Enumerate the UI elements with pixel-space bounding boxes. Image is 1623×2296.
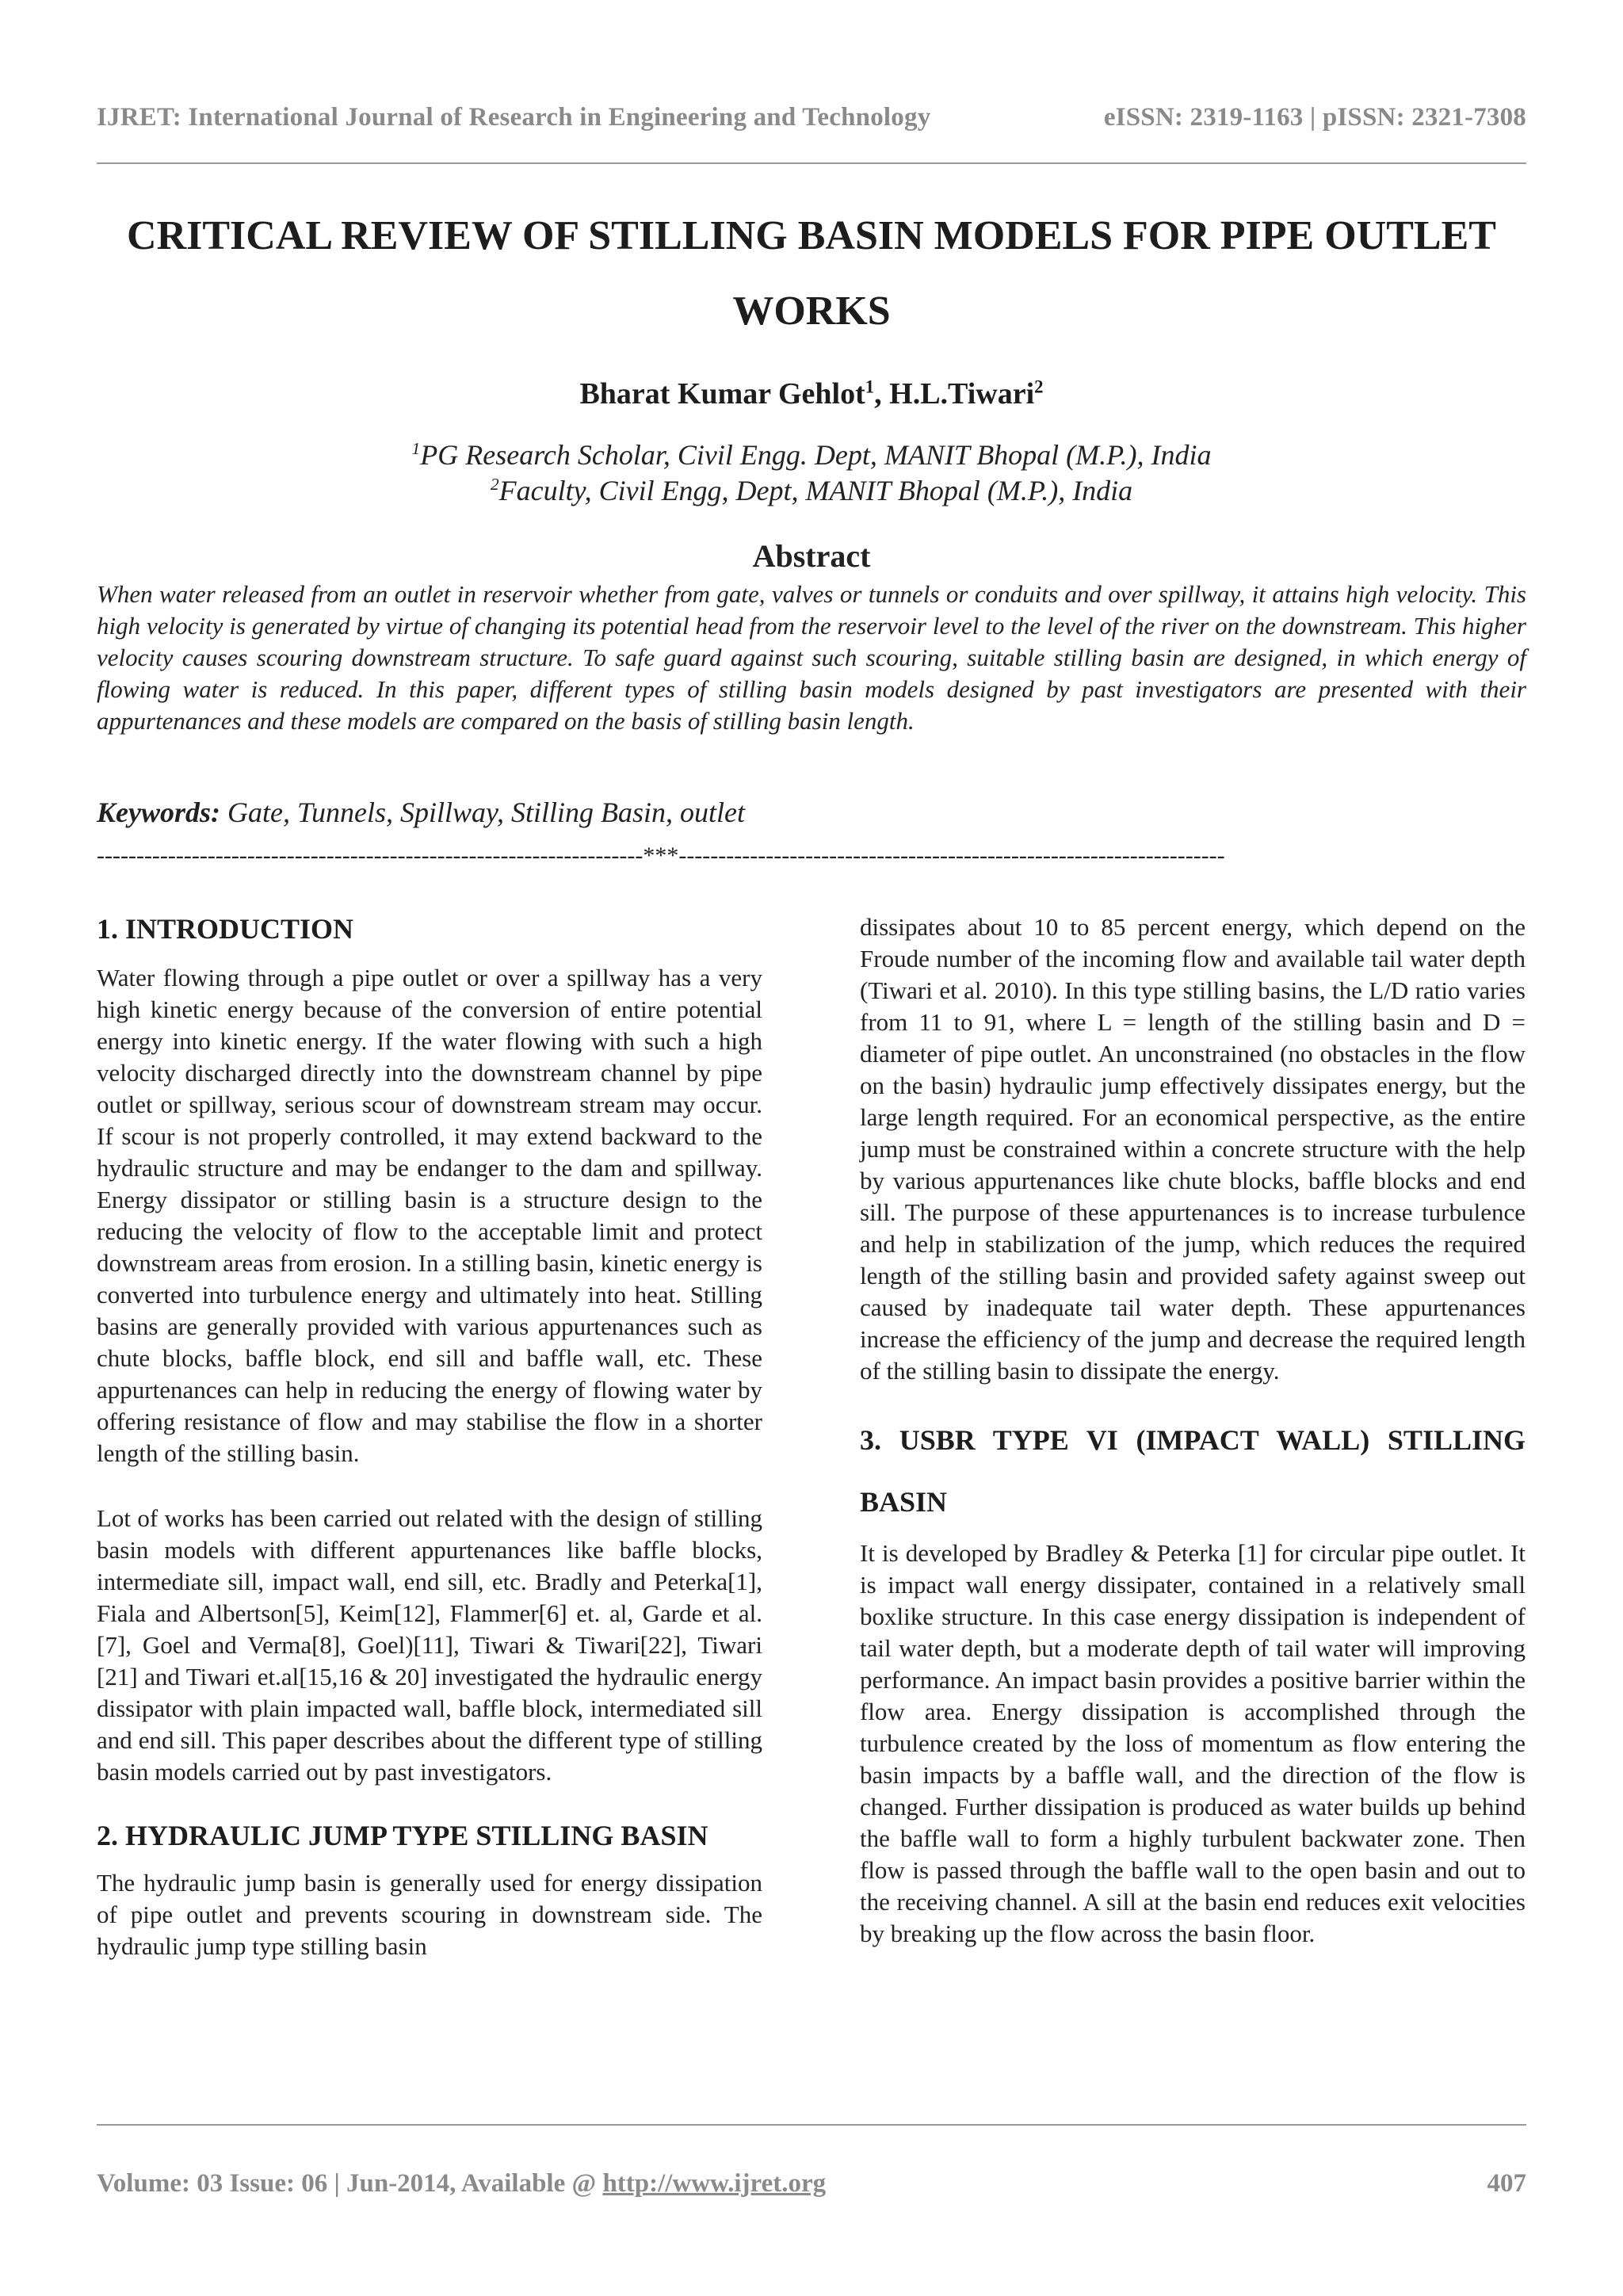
section-1-paragraph-1: Water flowing through a pipe outlet or over a spillway has a very high kinetic energy because of the conversion of entire potential energy into kinetic energy. If the water flowing with such a high velocity discharged directly into the downstream channel by pipe outlet or spillway, serious scour of downstream stream may occur. If scour is not properly controlled, it may extend backward to the hydraulic structure and may be endanger to the dam and spillway. Energy dissipator or stilling basin is a structure design to the reducing the velocity of flow to the acceptable limit and protect downstream areas from erosion. In a stilling basin, kinetic energy is converted into turbulence energy and ultimately into heat. Stilling basins are generally provided with various appurtenances such as chute blocks, baffle block, end sill and baffle wall, etc. These appurtenances can help in reducing the energy of flowing water by offering resistance of flow and may stabilise the flow in a shorter length of the stilling basin.: [97, 964, 762, 1467]
affiliation-1: $^1$PG Research Scholar, Civil Engg. Dept, MANIT Bhopal (M.P.), India: [411, 439, 1212, 471]
section-2-paragraph-1-continued: dissipates about 10 to 85 percent energy, which depend on the Froude number of the incoming flow and available tail water depth (Tiwari et al. 2010). In this type stilling basins, the L/D ratio varies from 11 to 91, where L = length of the stilling basin and D = diameter of pipe outlet. An unconstrained (no obstacles in the flow on the basin) hydraulic jump effectively dissipates energy, but the large length required. For an economical perspective, as the entire jump must be constrained within a concrete structure with the help by various appurtenances like chute blocks, baffle blocks and end sill. The purpose of these appurtenances is to increase turbulence and help in stabilization of the jump, which reduces the required length of the stilling basin and provided safety against sweep out caused by inadequate tail water depth. These appurtenances increase the efficiency of the jump and decrease the required length of the stilling basin to dissipate the energy.: [860, 913, 1526, 1385]
section-separator: ---------------------------------------------------------------------***---------------------------------------------------------------------: [97, 842, 1225, 869]
author-1-sup: 1: [865, 376, 875, 397]
section-3-paragraph-1: It is developed by Bradley & Peterka [1] for circular pipe outlet. It is impact wall energy dissipater, contained in a relatively small boxlike structure. In this case energy dissipation is independent of tail water depth, but a moderate depth of tail water will improving performance. An impact basin provides a positive barrier within the flow area. Energy dissipation is accomplished through the turbulence created by the loss of momentum as flow entering the basin impacts by a baffle wall, and the direction of the flow is changed. Further dissipation is produced as water builds up behind the baffle wall to form a highly turbulent backwater zone. Then flow is passed through the baffle wall to the open basin and out to the receiving channel. A sill at the basin end reduces exit velocities by breaking up the flow across the basin floor.: [860, 1539, 1526, 1947]
footer-divider: [97, 2124, 1526, 2126]
author-2-sup: 2: [1034, 376, 1044, 397]
running-header: [97, 94, 1526, 141]
journal-link[interactable]: http://www.ijret.org: [602, 2168, 827, 2198]
abstract-heading: Abstract: [752, 538, 871, 574]
left-column: [97, 913, 762, 1962]
affiliation-2: $^2$Faculty, Civil Engg, Dept, MANIT Bhopal (M.P.), India: [490, 475, 1133, 506]
section-1-paragraph-2: Lot of works has been carried out related with the design of stilling basin models with different appurtenances like baffle blocks, intermediate sill, impact wall, end sill, etc. Bradly and Peterka[1], Fiala and Albertson[5], Keim[12], Flammer[6] et. al, Garde et al.[7], Goel and Verma[8], Goel)[11], Tiwari & Tiwari[22], Tiwari [21] and Tiwari et.al[15,16 & 20] investigated the hydraulic energy dissipator with plain impacted wall, baffle block, intermediated sill and end sill. This paper describes about the different type of stilling basin models carried out by past investigators.: [97, 1504, 762, 1786]
paper-title: CRITICAL REVIEW OF STILLING BASIN MODELS FOR PIPE OUTLET WORKS: [127, 213, 1496, 334]
author-2-name: H.L.Tiwari: [889, 377, 1035, 411]
right-column: [860, 911, 1526, 1950]
abstract-text: When water released from an outlet in reservoir whether from gate, valves or tunnels or conduits and over spillway, it attains high velocity. This high velocity is generated by virtue of changing its potential head from the reservoir level to the level of the river on the downstream. This higher velocity causes scouring downstream structure. To safe guard against such scouring, suitable stilling basin are designed, in which energy of flowing water is reduced. In this paper, different types of stilling basin models designed by past investigators are presented with their appurtenances and these models are compared on the basis of stilling basin length.: [97, 580, 1526, 735]
affiliations: [0, 437, 1623, 509]
journal-name: IJRET: International Journal of Research in Engineering and Technology: [97, 102, 931, 132]
section-3-heading: 3. USBR TYPE VI (IMPACT WALL) STILLING BASIN: [860, 1424, 1526, 1518]
keywords: [97, 796, 745, 829]
section-2-paragraph-1: The hydraulic jump basin is generally used for energy dissipation of pipe outlet and prevents scouring in downstream side. The hydraulic jump type stilling basin: [97, 1869, 762, 1960]
header-divider: [97, 162, 1526, 164]
author-line: [0, 376, 1623, 411]
keywords-label: Keywords:: [97, 797, 220, 828]
author-separator: ,: [874, 377, 890, 411]
keywords-text: Gate, Tunnels, Spillway, Stilling Basin, outlet: [220, 797, 746, 828]
running-footer: [97, 2164, 1526, 2203]
issn: eISSN: 2319-1163 | pISSN: 2321-7308: [1103, 102, 1526, 132]
author-1-name: Bharat Kumar Gehlot: [579, 377, 865, 411]
page-number: 407: [1487, 2168, 1526, 2198]
footer-volume: Volume: 03 Issue: 06 | Jun-2014, Available @ http://www.ijret.org: [97, 2168, 827, 2198]
section-1-heading: 1. INTRODUCTION: [97, 913, 354, 945]
section-2-heading: 2. HYDRAULIC JUMP TYPE STILLING BASIN: [97, 1820, 708, 1851]
